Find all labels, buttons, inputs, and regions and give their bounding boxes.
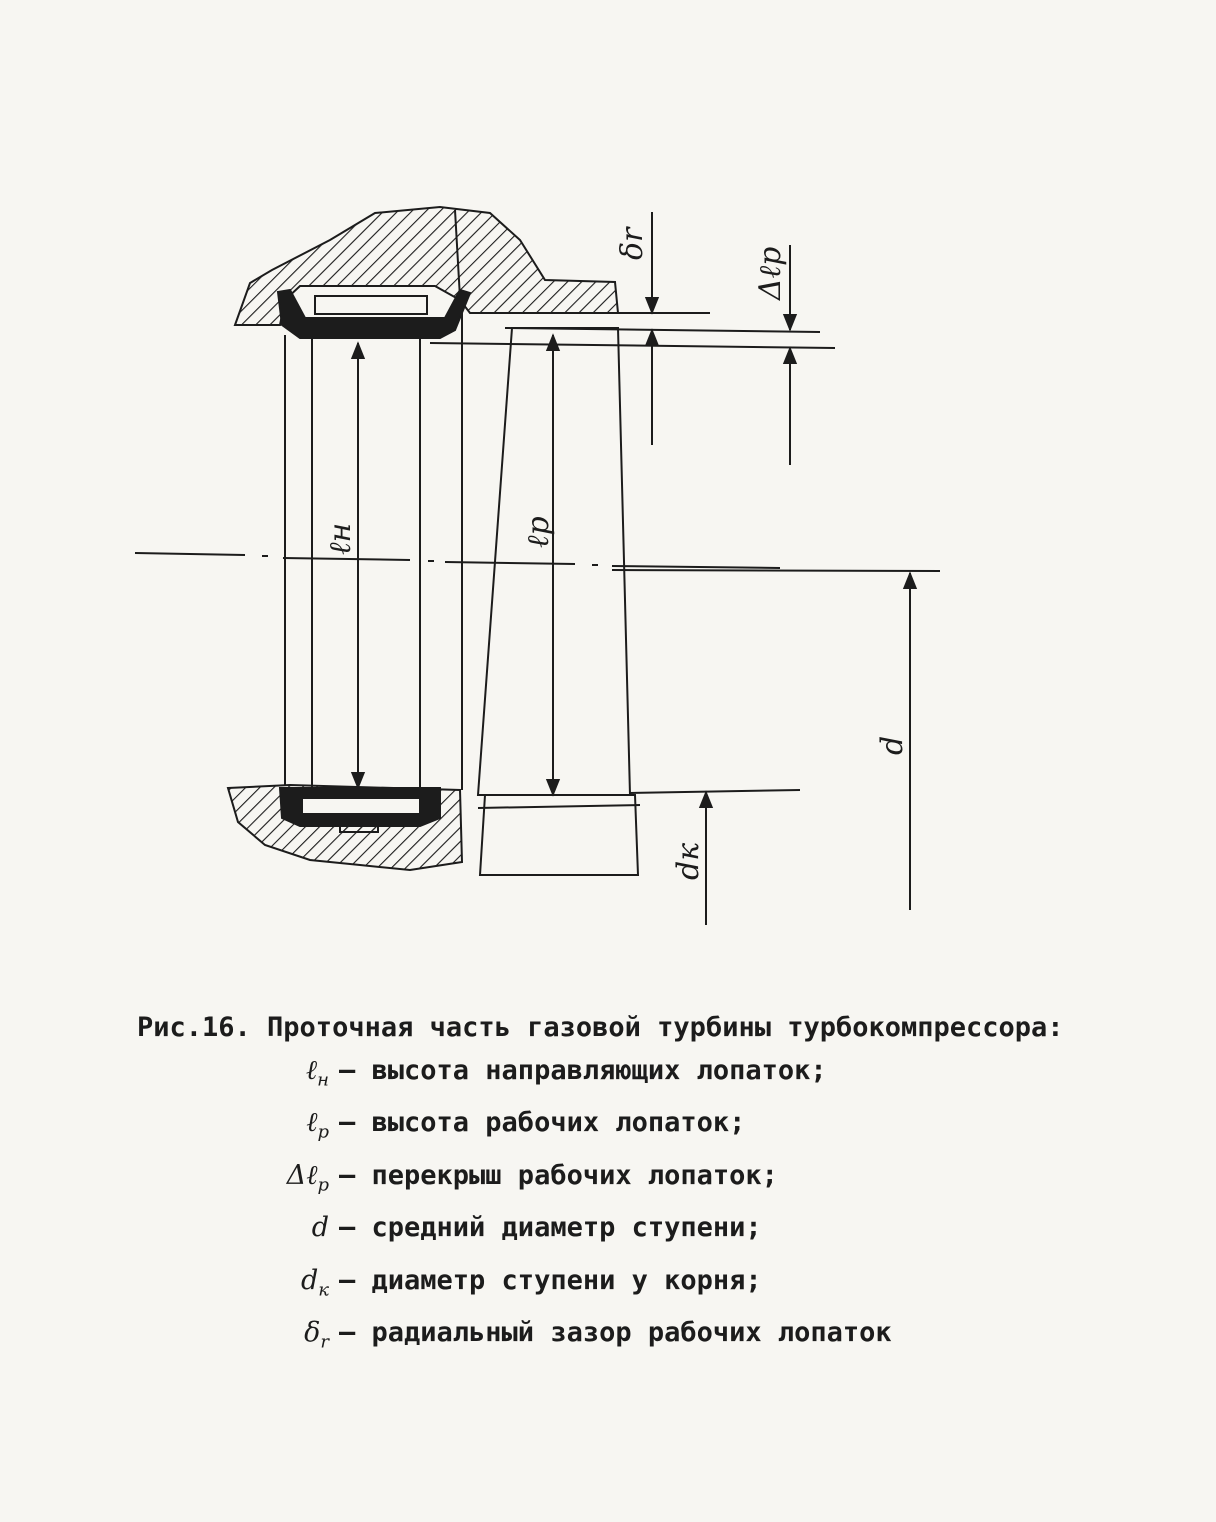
legend-text: – высота направляющих лопаток; [339, 1055, 827, 1086]
legend-list [267, 1049, 892, 1363]
label-d-k: dк [671, 842, 706, 880]
legend-item [267, 1311, 892, 1363]
label-delta-l-p: Δℓр [753, 246, 788, 300]
legend-text: – диаметр ступени у корня; [339, 1264, 762, 1296]
legend-symbol: ℓ$_р$ [306, 1107, 329, 1143]
caption-title: Рис.16. Проточная часть газовой турбины турбокомпрессора: [137, 1012, 1064, 1043]
label-l-n: ℓн [323, 522, 358, 555]
legend-text: – перекрыш рабочих лопаток; [339, 1159, 778, 1191]
legend-symbol: ℓ$_н$ [305, 1055, 329, 1091]
legend-text: – радиальный зазор рабочих лопаток [339, 1316, 892, 1348]
legend-item [267, 1101, 892, 1153]
legend-symbol: $d_к$ [300, 1264, 329, 1300]
centerline [135, 553, 780, 568]
legend-item [267, 1049, 892, 1101]
legend-item [267, 1259, 892, 1311]
legend-symbol: $\delta_r$ [304, 1316, 329, 1353]
label-d: d [875, 735, 910, 755]
label-l-p: ℓр [521, 516, 556, 548]
figure-caption [137, 1006, 1197, 1353]
legend-item [267, 1206, 892, 1258]
legend-symbol: d [311, 1212, 329, 1244]
legend-text: – средний диаметр ступени; [339, 1212, 762, 1244]
legend-item [267, 1154, 892, 1206]
label-delta-r: δr [615, 227, 650, 260]
legend-symbol: Δℓ$_р$ [286, 1159, 329, 1196]
legend-text: – высота рабочих лопаток; [339, 1107, 746, 1139]
